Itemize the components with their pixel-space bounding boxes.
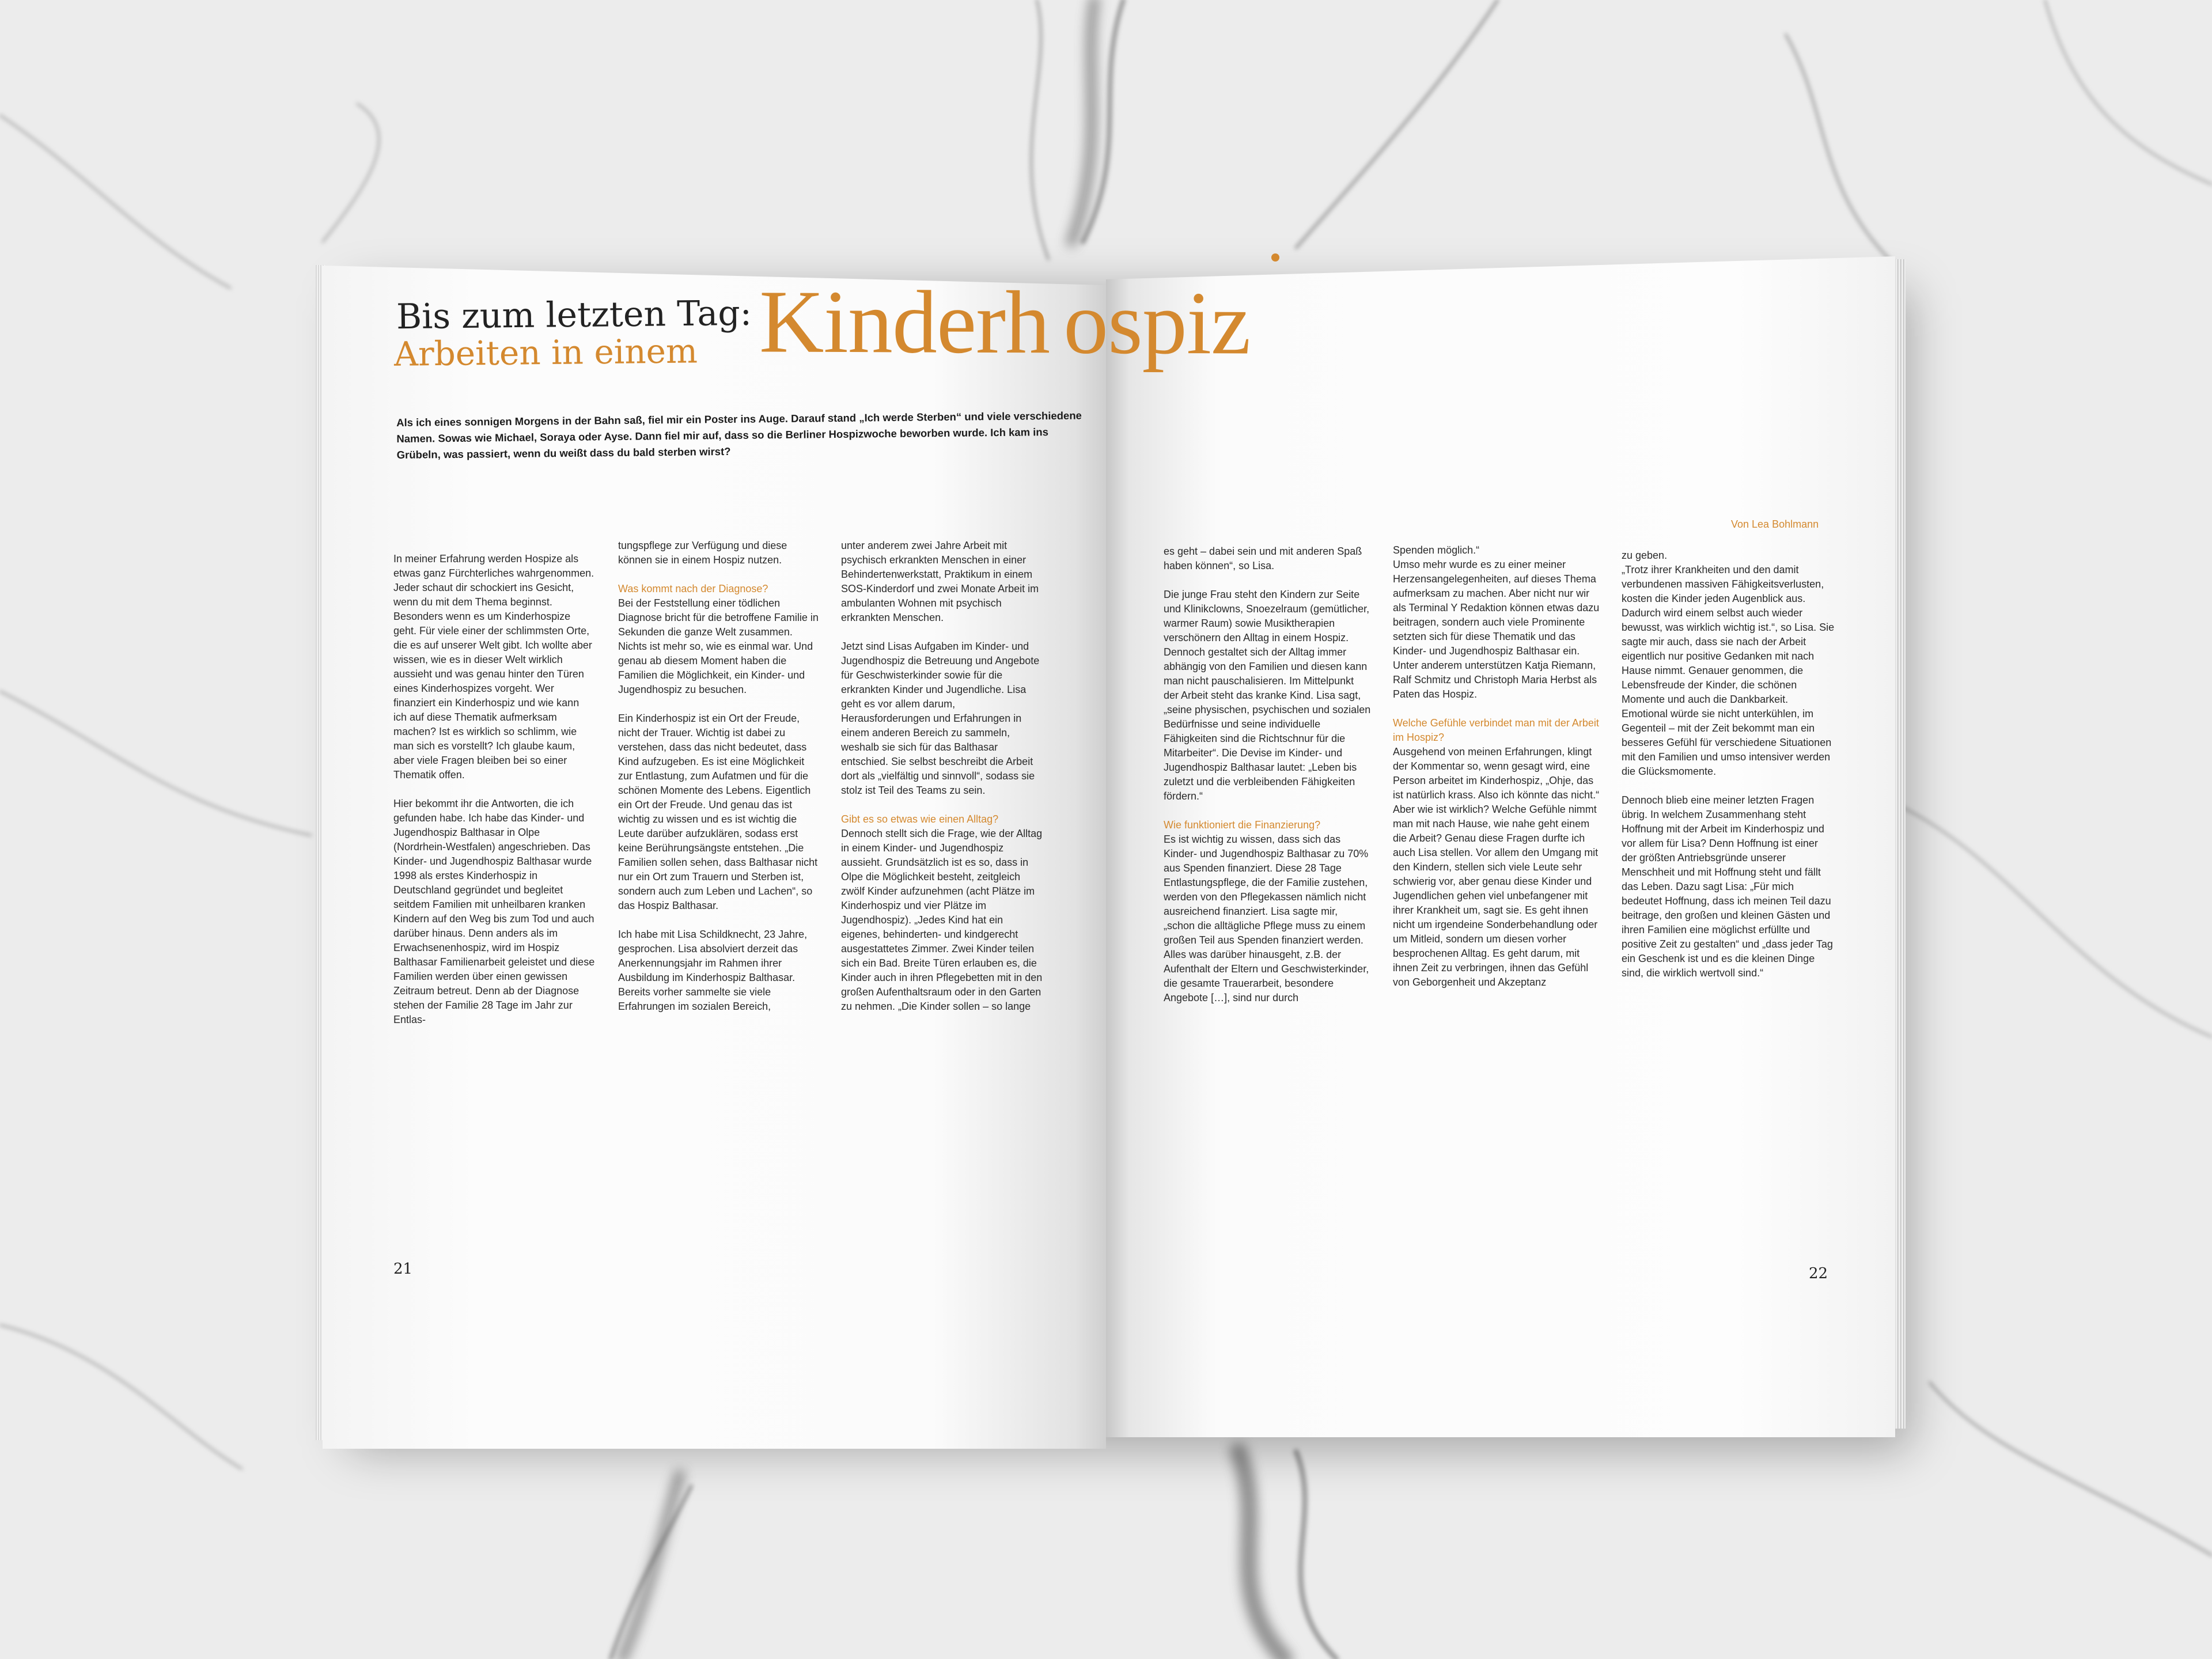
paragraph: Dennoch stellt sich die Frage, wie der Alltag in einem Kinder- und Jugendhospiz aussieht. Grundsätzlich ist es so, dass in Olpe die Möglichkeit besteht, zeitgleich zwölf Kinder aufzunehmen (acht Plätze im Kinderhospiz und vier Plätze im Jugendhospiz). „Jedes Kind hat ein eigenes, behinderten- und kindgerecht ausgestattetes Zimmer. Zwei Kinder teilen sich ein Bad. Breite Türen erlauben es, die Kinder auch in ihren Pflegebetten mit in den großen Aufenthaltsraum oder in den Garten zu nehmen. „Die Kinder sollen – so lange	[841, 828, 1043, 1012]
text-column-1	[393, 552, 595, 1041]
text-column-4	[1164, 544, 1371, 1020]
text-column-3	[841, 539, 1043, 1028]
headline-big-part2: ospiz	[1063, 272, 1251, 373]
text-column-2	[618, 539, 820, 1028]
page-number-left: 21	[393, 1260, 413, 1278]
paragraph: Die junge Frau steht den Kindern zur Seite und Klinikclowns, Snoezelraum (gemütlicher, warmer Raum) sowie Musiktherapien verschönern den Alltag in einem Hospiz. Dennoch gestaltet sich der Alltag immer abhängig von den Familien und diesen kann man nicht pauschalisieren. Im Mittelpunkt der Arbeit steht das kranke Kind. Lisa sagt, „seine physischen, psychischen und sozialen Bedürfnisse und seine individuelle Fähigkeiten sind die Richtschnur für die Mitarbeiter“. Die Devise im Kinder- und Jugendhospiz Balthasar lautet: „Leben bis zuletzt und die verbleibenden Fähigkeiten fördern.“	[1164, 589, 1371, 802]
paragraph: „Trotz ihrer Krankheiten und den damit verbundenen massiven Fähigkeitsverlusten, kosten die Kinder jeden Augenblick aus. Dadurch wird einem selbst auch wieder bewusst, was wirklich wichtig ist.“, so Lisa. Sie sagte mir auch, dass sie nach der Arbeit eigentlich nur positive Gedanken mit nach Hause nimmt. Genauer genommen, die Lebensfreude der Kinder, die schönen Momente und auch die Dankbarkeit. Emotional würde sie nicht unterkühlen, im Gegenteil – mit der Zeit bekommt man ein besseres Gefühl für verschiedene Situationen mit den Familien und umso intensiver werden die Glücksmomente.	[1622, 564, 1835, 777]
subheading: Wie funktioniert die Finanzierung?	[1164, 819, 1321, 831]
intro-paragraph: Als ich eines sonnigen Morgens in der Bahn saß, fiel mir ein Poster ins Auge. Darauf stand „Ich werde Sterben“ und viele verschiedene Namen. Sowas wie Michael, Soraya oder Ayse. Dann fiel mir auf, dass so die Berliner Hospizwoche beworben wurde. Ich kam ins Grübeln, was passiert, wenn du weißt dass du bald sterben wirst?	[396, 409, 1082, 461]
paragraph: Dennoch blieb eine meiner letzten Fragen übrig. In welchem Zusammenhang steht Hoffnung mit der Arbeit im Kinderhospiz und vor allem für Lisa? Denn Hoffnung ist einer der größten Antriebsgründe unserer Menschheit und mit Hoffnung steht und fällt das Leben. Dazu sagt Lisa: „Für mich bedeutet Hoffnung, dass ich meinen Teil dazu beitrage, den großen und kleinen Gästen und ihren Familien eine möglichst erfüllte und positive Zeit zu gestalten“ und „dass jeder Tag ein Geschenk ist und es die kleinen Dinge sind, die wirklich wertvoll sind.“	[1622, 794, 1833, 979]
paragraph: es geht – dabei sein und mit anderen Spaß haben können“, so Lisa.	[1164, 546, 1362, 571]
subheading: Welche Gefühle verbindet man mit der Arbeit im Hospiz?	[1393, 717, 1599, 743]
subheading: Was kommt nach der Diagnose?	[618, 583, 768, 594]
headline-big-part1: Kinderh	[759, 271, 1050, 373]
byline: Von Lea Bohlmann	[1731, 518, 1819, 530]
text-column-5	[1393, 543, 1601, 1004]
page-number-right: 22	[1809, 1265, 1828, 1282]
paragraph: Hier bekommt ihr die Antworten, die ich gefunden habe. Ich habe das Kinder- und Jugendhospiz Balthasar in Olpe (Nordrhein-Westfalen) angeschrieben. Das Kinder- und Jugendhospiz Balthasar wurde 1998 als erstes Kinderhospiz in Deutschland gegründet und begleitet seitdem Familien mit unheilbaren kranken Kindern auf den Weg bis zum Tod und auch darüber hinaus. Denn anders als im Erwachsenenhospiz, wird im Hospiz Balthasar Familienarbeit geleistet und diese Familien werden über einen gewissen Zeitraum betreut. Denn ab der Diagnose stehen der Familie 28 Tage im Jahr zur Entlas-	[393, 798, 595, 1025]
paragraph: unter anderem zwei Jahre Arbeit mit psychisch erkrankten Menschen in einer Behindertenwerkstatt, Praktikum in einem SOS-Kinderdorf und zwei Monate Arbeit im ambulanten Wohnen mit psychisch erkrankten Menschen.	[841, 540, 1039, 623]
headline-line1: Bis zum letzten Tag:	[396, 293, 752, 338]
paragraph: Bei der Feststellung einer tödlichen Diagnose bricht für die betroffene Familie in Sekunden die ganze Welt zusammen. Nichts ist mehr so, wie es einmal war. Und genau ab diesem Moment haben die Familien die Möglichkeit, ein Kinder- und Jugendhospiz zu besuchen.	[618, 597, 819, 695]
paragraph: Ausgehend von meinen Erfahrungen, klingt der Kommentar so, wenn gesagt wird, eine Person arbeitet im Kinderhospiz, „Ohje, das ist natürlich krass. Also ich könnte das nicht.“ Aber wie ist wirklich? Welche Gefühle nimmt man mit nach Hause, wie nahe geht einem die Arbeit? Genau diese Fragen durfte ich auch Lisa stellen. Vor allem den Umgang mit den Kindern, stellen sich viele Leute sehr schwierig vor, aber genau diese Kinder und Jugendlichen gehen viel unbefangener mit ihrer Krankheit um, sagt sie. Es geht ihnen nicht um irgendeine Sonderbehandlung oder um Mitleid, sondern um diesen vorher besprochenen Alltag. Es geht darum, mit ihnen Zeit zu verbringen, ihnen das Gefühl von Geborgenheit und Akzeptanz	[1393, 746, 1600, 988]
subheading: Gibt es so etwas wie einen Alltag?	[841, 813, 999, 825]
paragraph: Es ist wichtig zu wissen, dass sich das Kinder- und Jugendhospiz Balthasar zu 70% aus Spenden finanziert. Diese 28 Tage Entlastungspflege, die der Familie zustehen, werden von den Pflegekassen nämlich nicht ausreichend finanziert. Lisa sagte mir, „schon die alltägliche Pflege muss zu einem großen Teil aus Spenden finanziert werden. Alles was darüber hinausgeht, z.B. der Aufenthalt der Eltern und Geschwisterkinder, die gesamte Trauerarbeit, besondere Angebote […], sind nur durch	[1164, 834, 1369, 1003]
paragraph: Spenden möglich.“	[1393, 544, 1480, 556]
paragraph: tungspflege zur Verfügung und diese können sie in einem Hospiz nutzen.	[618, 540, 787, 566]
headline-big	[759, 270, 1251, 376]
paragraph: In meiner Erfahrung werden Hospize als etwas ganz Fürchterliches wahrgenommen. Jeder schaut dir schockiert ins Gesicht, wenn du mit dem Thema beginnst. Besonders wenn es um Kinderhospize geht. Für viele einer der schlimmsten Orte, die es auf unserer Welt gibt. Ich wollte aber wissen, wie es in dieser Welt wirklich aussieht und was genau hinter den Türen eines Kinderhospizes vorgeht. Wer finanziert ein Kinderhospiz und wie kann ich auf diese Thematik aufmerksam machen? Ist es wirklich so schlimm, wie man sich es vorstellt? Ich glaube kaum, aber viele Fragen bleiben bei so einer Thematik offen.	[393, 553, 594, 781]
paragraph: zu geben.	[1622, 550, 1668, 561]
paragraph: Jetzt sind Lisas Aufgaben im Kinder- und Jugendhospiz die Betreuung und Angebote für Geschwisterkinder sowie für die erkrankten Kinder und Jugendliche. Lisa geht es vor allem darum, Herausforderungen und Erfahrungen in einem anderen Bereich zu sammeln, weshalb sie sich für das Balthasar entschied. Sie selbst beschreibt die Arbeit dort als „vielfältig und sinnvoll“, sodass sie stolz ist Teil des Teams zu sein.	[841, 641, 1040, 796]
paragraph: Ich habe mit Lisa Schildknecht, 23 Jahre, gesprochen. Lisa absolviert derzeit das Anerkennungsjahr im Rahmen ihrer Ausbildung im Kinderhospiz Balthasar. Bereits vorher sammelte sie viele Erfahrungen im sozialen Bereich,	[618, 929, 808, 1012]
paragraph: Umso mehr wurde es zu einer meiner Herzensangelegenheiten, auf dieses Thema aufmerksam zu machen. Aber nicht nur wir als Terminal Y Redaktion können etwas dazu beitragen, sondern auch viele Prominente setzten sich für diese Thematik und das Kinder- und Jugendhospiz Balthasar ein. Unter anderem unterstützen Katja Riemann, Ralf Schmitz und Christoph Maria Herbst als Paten das Hospiz.	[1393, 559, 1600, 700]
headline-line2: Arbeiten in einem	[393, 331, 698, 374]
text-column-6	[1622, 548, 1835, 995]
paragraph: Ein Kinderhospiz ist ein Ort der Freude, nicht der Trauer. Wichtig ist dabei zu verstehen, dass das nicht bedeutet, dass Kind aufzugeben. Es ist eine Möglichkeit zur Entlastung, zum Aufatmen und für die schönen Momente des Lebens. Eigentlich ein Ort der Freude. Und genau das ist wichtig zu wissen und es ist wichtig die Leute darüber aufzuklären, sodass erst keine Berührungsängste entstehen. „Die Familien sollen sehen, dass Balthasar nicht nur ein Ort zum Trauern und Sterben ist, sondern auch zum Leben und Lachen“, so das Hospiz Balthasar.	[618, 713, 818, 911]
decorative-dot	[1271, 253, 1279, 262]
